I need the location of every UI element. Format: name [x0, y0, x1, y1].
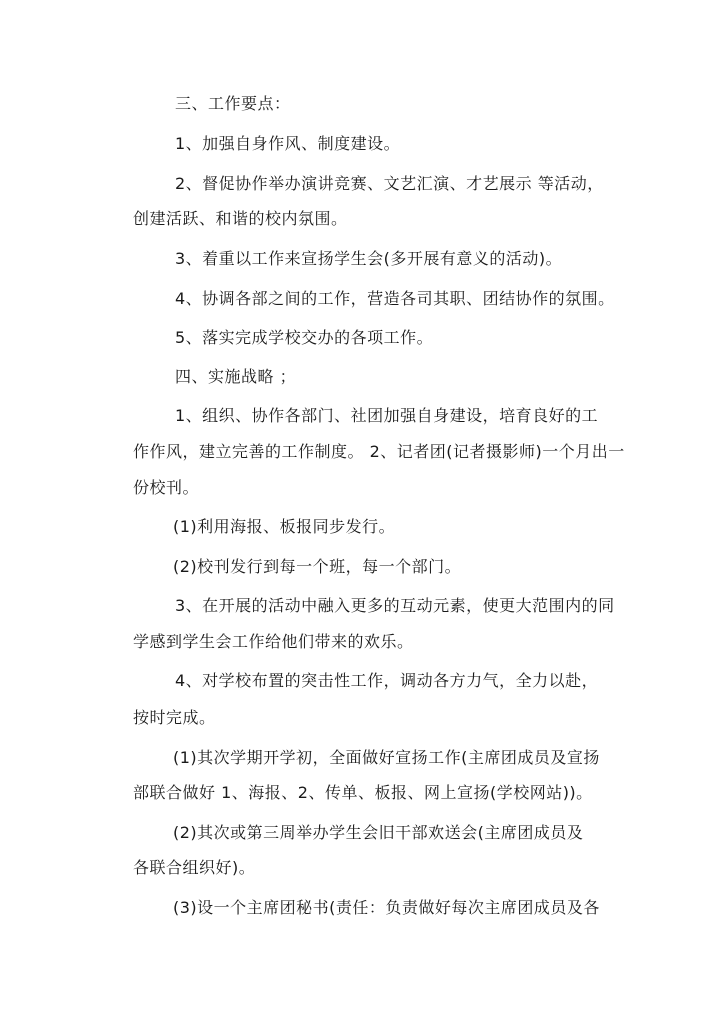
- paragraph-line: (1)利用海报、板报同步发行。: [173, 517, 396, 536]
- paragraph-line: 1、组织、协作各部门、社团加强自身建设，培育良好的工: [175, 406, 599, 425]
- paragraph-line: (3)设一个主席团秘书(责任：负责做好每次主席团成员及各: [173, 898, 600, 917]
- paragraph-line: 创建活跃、和谐的校内氛围。: [133, 209, 348, 228]
- paragraph-line: 份校刊。: [133, 478, 200, 497]
- paragraph-line: 学感到学生会工作给他们带来的欢乐。: [133, 632, 414, 651]
- paragraph-line: 4、对学校布置的突击性工作，调动各方力气，全力以赴，: [175, 671, 599, 690]
- paragraph-line: 4、协调各部之间的工作，营造各司其职、团结协作的氛围。: [175, 289, 615, 308]
- paragraph-line: 各联合组织好)。: [133, 858, 256, 877]
- paragraph-line: 1、加强自身作风、制度建设。: [175, 134, 401, 153]
- paragraph-line: (2)校刊发行到每一个班，每一个部门。: [173, 557, 462, 576]
- section-heading-work-points: 三、工作要点：: [175, 94, 291, 113]
- paragraph-line: 按时完成。: [133, 708, 216, 727]
- paragraph-line: 部联合做好 1、海报、2、传单、板报、网上宣扬(学校网站))。: [133, 783, 593, 802]
- paragraph-line: 2、督促协作举办演讲竞赛、文艺汇演、才艺展示 等活动，: [175, 174, 604, 193]
- paragraph-line: 作作风，建立完善的工作制度。 2、记者团(记者摄影师)一个月出一: [133, 442, 625, 461]
- section-heading-strategy: 四、实施战略 ；: [175, 367, 297, 386]
- paragraph-line: (2)其次或第三周举办学生会旧干部欢送会(主席团成员及: [173, 823, 584, 842]
- paragraph-line: 5、落实完成学校交办的各项工作。: [175, 328, 434, 347]
- paragraph-line: (1)其次学期开学初，全面做好宣扬工作(主席团成员及宣扬: [173, 748, 600, 767]
- paragraph-line: 3、在开展的活动中融入更多的互动元素，使更大范围内的同: [175, 596, 615, 615]
- paragraph-line: 3、着重以工作来宣扬学生会(多开展有意义的活动)。: [175, 249, 563, 268]
